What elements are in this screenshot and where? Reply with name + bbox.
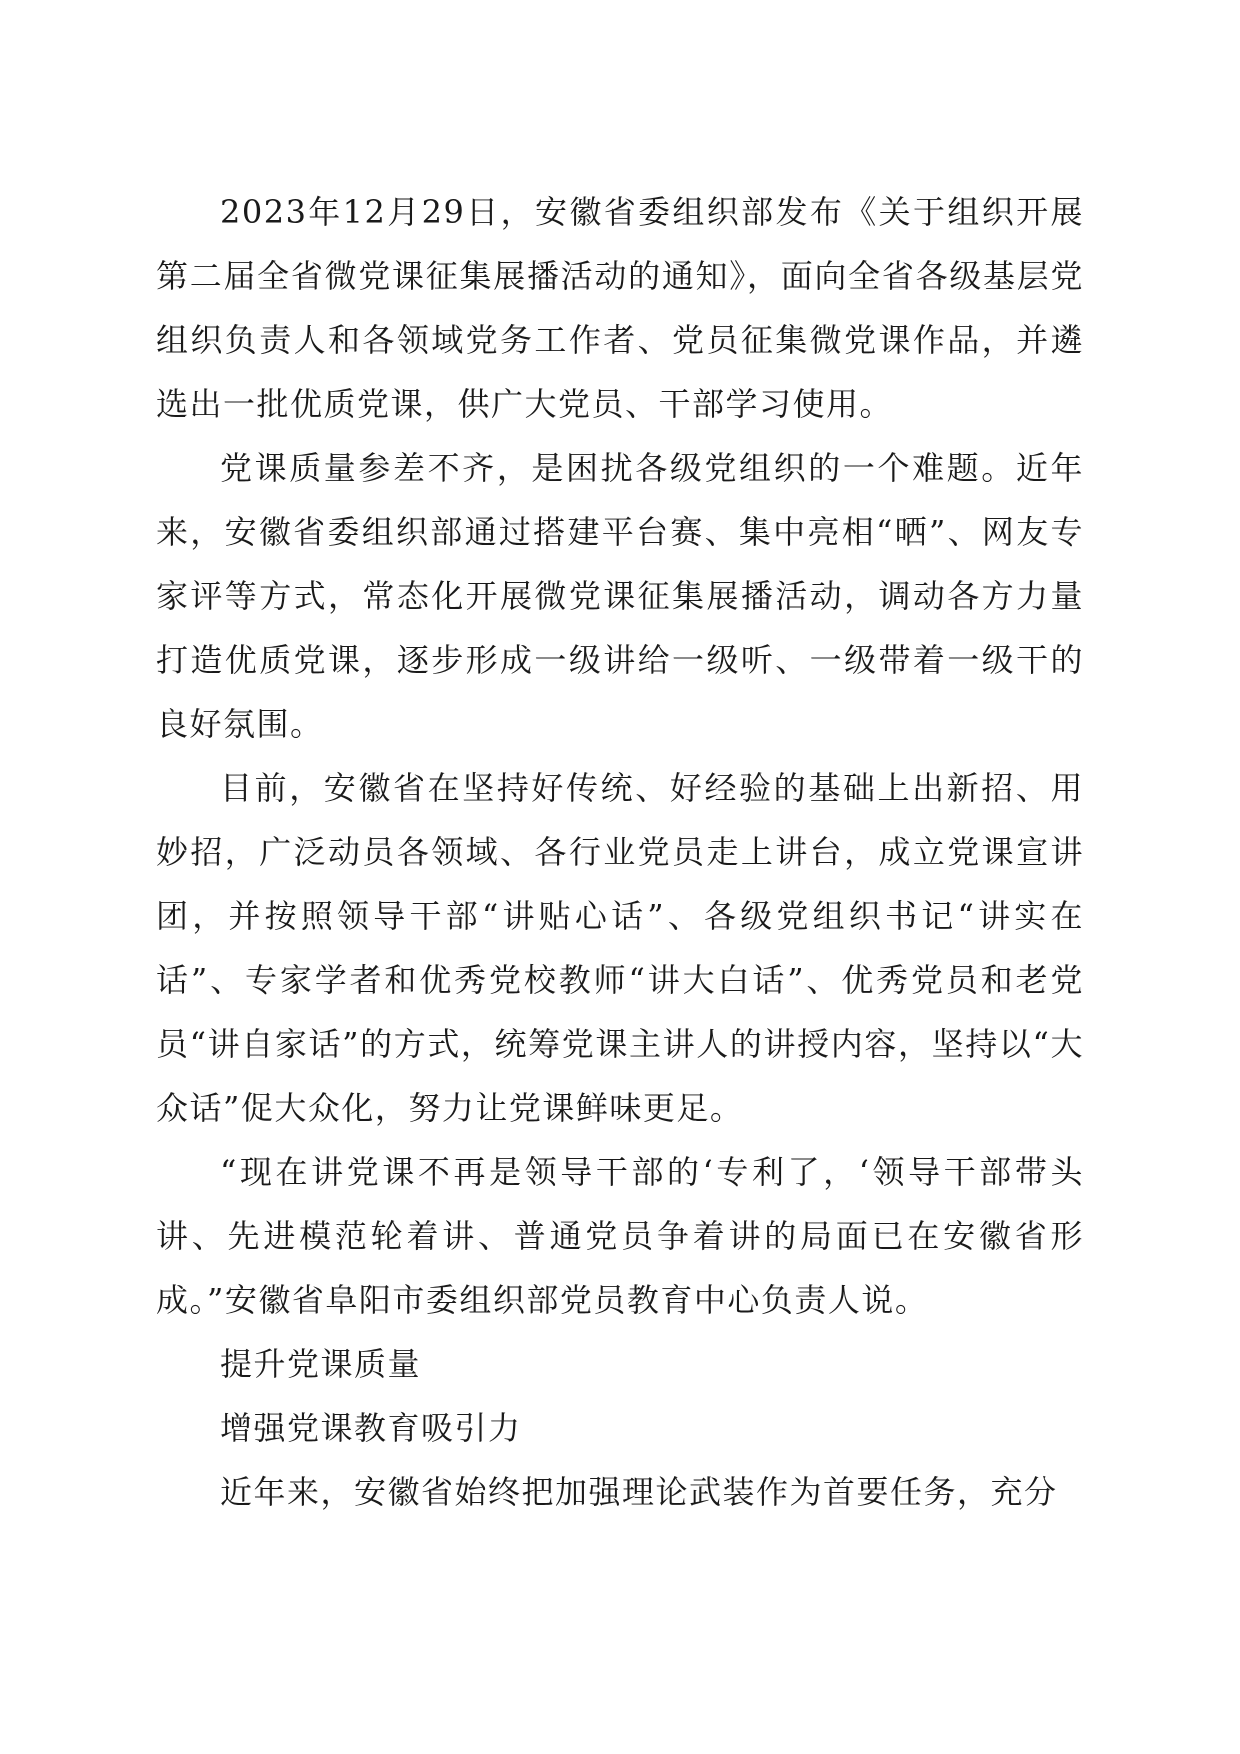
section-heading-1: 提升党课质量 bbox=[220, 1345, 422, 1383]
paragraph-last: 近年来，安徽省始终把加强理论武装作为首要任务，充分 bbox=[220, 1473, 1058, 1511]
section-heading-2: 增强党课教育吸引力 bbox=[220, 1409, 522, 1447]
paragraph-quote: “现在讲党课不再是领导干部的‘专利了，‘领导干部带头讲、先进模范轮着讲、普通党员争着讲的局面已在安徽省形成。”安徽省阜阳市委组织部党员教育中心负责人说。 bbox=[156, 1153, 1084, 1319]
paragraph-quality-problem: 党课质量参差不齐，是困扰各级党组织的一个难题。近年来，安徽省委组织部通过搭建平台赛、集中亮相“晒”、网友专家评等方式，常态化开展微党课征集展播活动，调动各方力量打造优质党课，逐步形成一级讲给一级听、一级带着一级干的良好氛围。 bbox=[156, 449, 1084, 743]
paragraph-current-practice: 目前，安徽省在坚持好传统、好经验的基础上出新招、用妙招，广泛动员各领域、各行业党员走上讲台，成立党课宣讲团，并按照领导干部“讲贴心话”、各级党组织书记“讲实在话”、专家学者和优秀党校教师“讲大白话”、优秀党员和老党员“讲自家话”的方式，统筹党课主讲人的讲授内容，坚持以“大众话”促大众化，努力让党课鲜味更足。 bbox=[156, 769, 1084, 1127]
paragraph-notice: 2023年12月29日，安徽省委组织部发布《关于组织开展第二届全省微党课征集展播活动的通知》，面向全省各级基层党组织负责人和各领域党务工作者、党员征集微党课作品，并遴选出一批优质党课，供广大党员、干部学习使用。 bbox=[156, 193, 1084, 423]
document-body bbox=[156, 180, 1084, 1524]
